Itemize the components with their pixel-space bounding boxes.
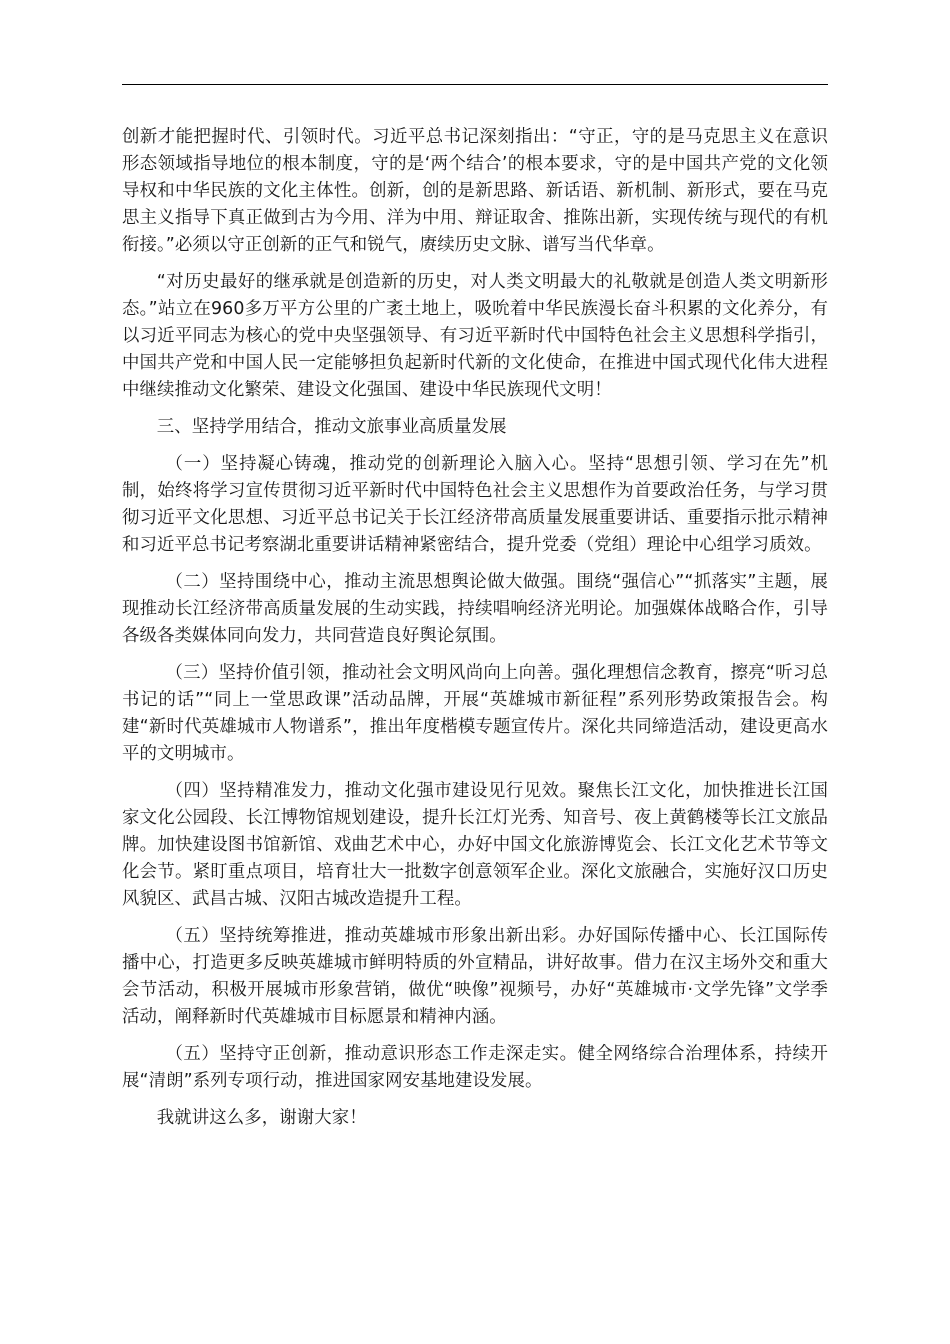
paragraph-item-1: （一）坚持凝心铸魂，推动党的创新理论入脑入心。坚持“思想引领、学习在先”机制，始终将学习宣传贯彻习近平新时代中国特色社会主义思想作为首要政治任务，与学习贯彻习近平文化思想、习近平总书记关于长江经济带高质量发展重要讲话、重要指示批示精神和习近平总书记考察湖北重要讲话精神紧密结合，提升党委（党组）理论中心组学习质效。 <box>122 454 828 555</box>
document-body <box>122 124 828 1142</box>
closing-remark: 我就讲这么多，谢谢大家！ <box>156 1108 367 1128</box>
paragraph-item-2: （二）坚持围绕中心，推动主流思想舆论做大做强。围绕“强信心”“抓落实”主题，展现推动长江经济带高质量发展的生动实践，持续唱响经济光明论。加强媒体战略合作，引导各级各类媒体同向发力，共同营造良好舆论氛围。 <box>122 572 828 646</box>
paragraph-item-4: （四）坚持精准发力，推动文化强市建设见行见效。聚焦长江文化，加快推进长江国家文化公园段、长江博物馆规划建设，提升长江灯光秀、知音号、夜上黄鹤楼等长江文旅品牌。加快建设图书馆新馆、戏曲艺术中心，办好中国文化旅游博览会、长江文化艺术节等文化会节。紧盯重点项目，培育壮大一批数字创意领军企业。深化文旅融合，实施好汉口历史风貌区、武昌古城、汉阳古城改造提升工程。 <box>122 781 828 909</box>
paragraph-item-5a: （五）坚持统筹推进，推动英雄城市形象出新出彩。办好国际传播中心、长江国际传播中心，打造更多反映英雄城市鲜明特质的外宣精品，讲好故事。借力在汉主场外交和重大会节活动，积极开展城市形象营销，做优“映像”视频号，办好“英雄城市·文学先锋”文学季活动，阐释新时代英雄城市目标愿景和精神内涵。 <box>122 926 828 1027</box>
paragraph-item-3: （三）坚持价值引领，推动社会文明风尚向上向善。强化理想信念教育，擦亮“听习总书记的话”“同上一堂思政课”活动品牌，开展“英雄城市新征程”系列形势政策报告会。构建“新时代英雄城市人物谱系”，推出年度楷模专题宣传片。深化共同缔造活动，建设更高水平的文明城市。 <box>122 663 828 764</box>
paragraph-continuation: 创新才能把握时代、引领时代。习近平总书记深刻指出：“守正，守的是马克思主义在意识形态领域指导地位的根本制度，守的是‘两个结合’的根本要求，守的是中国共产党的文化领导权和中华民族的文化主体性。创新，创的是新思路、新话语、新机制、新形式，要在马克思主义指导下真正做到古为今用、洋为中用、辩证取舍、推陈出新，实现传统与现代的有机衔接。”必须以守正创新的正气和锐气，赓续历史文脉、谱写当代华章。 <box>122 127 828 255</box>
paragraph-item-5b: （五）坚持守正创新，推动意识形态工作走深走实。健全网络综合治理体系，持续开展“清朗”系列专项行动，推进国家网安基地建设发展。 <box>122 1044 828 1091</box>
paragraph-quote: “对历史最好的继承就是创造新的历史，对人类文明最大的礼敬就是创造人类文明新形态。”站立在960多万平方公里的广袤土地上，吸吮着中华民族漫长奋斗积累的文化养分，有以习近平同志为核心的党中央坚强领导、有习近平新时代中国特色社会主义思想科学指引，中国共产党和中国人民一定能够担负起新时代新的文化使命，在推进中国式现代化伟大进程中继续推动文化繁荣、建设文化强国、建设中华民族现代文明！ <box>122 272 828 400</box>
header-rule <box>122 84 828 85</box>
section-heading: 三、坚持学用结合，推动文旅事业高质量发展 <box>156 417 507 437</box>
